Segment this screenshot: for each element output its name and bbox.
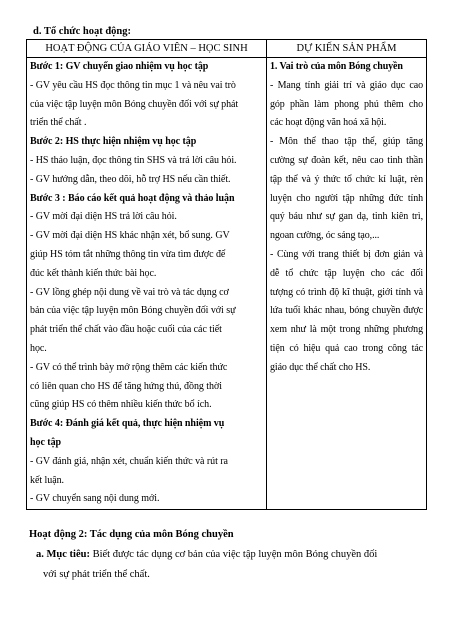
text-line: lứa tuổi khác nhau, bóng chuyền được bbox=[270, 305, 423, 317]
objective-line bbox=[26, 545, 426, 565]
text-line: phát triển thể chất vào đầu hoặc cuối của các tiết bbox=[30, 324, 222, 336]
text-line: - GV chuyển sang nội dung mới. bbox=[30, 493, 160, 505]
text-line: giáo dục thể chất cho HS. bbox=[270, 361, 371, 373]
text-line: cũng giúp HS có thêm nhiều kiến thức bổ ích. bbox=[30, 399, 212, 411]
text-line: dễ tổ chức tập luyện cho các đối bbox=[270, 267, 423, 279]
activity-2-section bbox=[26, 525, 426, 585]
step-heading: học tập bbox=[30, 436, 62, 448]
step-heading: Bước 2: HS thực hiện nhiệm vụ học tập bbox=[30, 136, 197, 148]
text-line: triển thể chất . bbox=[30, 117, 87, 129]
text-line: có liên quan cho HS để tăng hứng thú, đồng thời bbox=[30, 380, 222, 392]
table-row bbox=[27, 58, 427, 510]
text-line: giúp HS tóm tắt những thông tin vừa tìm được để bbox=[30, 248, 226, 260]
text-line: - GV mời đại diện HS khác nhận xét, bổ sung. GV bbox=[30, 230, 230, 242]
text-line: ngoan cường, óc sáng tạo,... bbox=[270, 230, 380, 242]
text-line: - Cùng với trang thiết bị đơn giản và bbox=[270, 248, 423, 260]
objective-text: Biết được tác dụng cơ bản của việc tập luyện môn Bóng chuyền đối bbox=[89, 549, 378, 560]
teacher-student-activities-cell bbox=[27, 58, 267, 510]
step-heading: Bước 3 : Báo cáo kết quả hoạt động và thảo luận bbox=[30, 192, 235, 204]
text-line: - GV mời đại diện HS trả lời câu hỏi. bbox=[30, 211, 177, 223]
header-expected-product: DỰ KIẾN SẢN PHẨM bbox=[267, 40, 427, 58]
objective-label: a. Mục tiêu: bbox=[36, 549, 90, 560]
objective-continuation: với sự phát triển thể chất. bbox=[43, 569, 150, 580]
header-teacher-student: HOẠT ĐỘNG CỦA GIÁO VIÊN – HỌC SINH bbox=[27, 40, 267, 58]
step-heading: 1. Vai trò của môn Bóng chuyền bbox=[270, 61, 403, 72]
text-line: - GV đánh giá, nhận xét, chuẩn kiến thức và rút ra bbox=[30, 455, 228, 467]
text-line: các hoạt động văn hoá xã hội. bbox=[270, 117, 387, 129]
text-line: kết luận. bbox=[30, 474, 64, 486]
text-line: - Mang tính giải trí và giáo dục cao bbox=[270, 79, 423, 91]
text-line: - GV có thể trình bày mở rộng thêm các kiến thức bbox=[30, 361, 228, 373]
activity-table bbox=[26, 39, 427, 510]
text-line: bản của việc tập luyện môn Bóng chuyền đối với sự bbox=[30, 305, 236, 317]
text-line: góp phần làm phong phú thêm cho bbox=[270, 98, 423, 110]
expected-product-cell bbox=[267, 58, 427, 510]
step-heading: Bước 4: Đánh giá kết quả, thực hiện nhiệm vụ bbox=[30, 418, 225, 430]
text-line: - GV yêu cầu HS đọc thông tin mục 1 và nêu vai trò bbox=[30, 79, 236, 91]
text-line: tiện có hiệu quả cao trong công tác bbox=[270, 342, 423, 354]
text-line: - Môn thể thao tập thể, giúp tăng bbox=[270, 136, 423, 148]
activity-2-title: Hoạt động 2: Tác dụng của môn Bóng chuyền bbox=[29, 529, 234, 540]
text-line: cường sự đoàn kết, nêu cao tinh thần bbox=[270, 154, 423, 166]
text-line: xem như là một trong những phương bbox=[270, 324, 423, 336]
text-line: - HS thảo luận, đọc thông tin SHS và trả lời câu hỏi. bbox=[30, 154, 237, 166]
text-line: luyện cho người tập những đức tính bbox=[270, 192, 423, 204]
text-line: đúc kết thành kiến thức bài học. bbox=[30, 267, 157, 279]
section-heading: d. Tổ chức hoạt động: bbox=[33, 26, 132, 37]
text-line: - GV hướng dẫn, theo dõi, hỗ trợ HS nếu cần thiết. bbox=[30, 173, 231, 185]
text-line: học. bbox=[30, 342, 47, 354]
text-line: - GV lồng ghép nội dung về vai trò và tác dụng cơ bbox=[30, 286, 229, 298]
text-line: quý báu như sự gan dạ, tinh kiên trì, bbox=[270, 211, 423, 223]
text-line: của việc tập luyện môn Bóng chuyền đối với sự phát bbox=[30, 98, 239, 110]
text-line: tượng có trình độ kĩ thuật, giới tính và bbox=[270, 286, 423, 298]
table-header-row bbox=[27, 40, 427, 58]
step-heading: Bước 1: GV chuyển giao nhiệm vụ học tập bbox=[30, 61, 209, 72]
text-line: tập thể và ý thức tổ chức kỉ luật, rèn bbox=[270, 173, 423, 185]
